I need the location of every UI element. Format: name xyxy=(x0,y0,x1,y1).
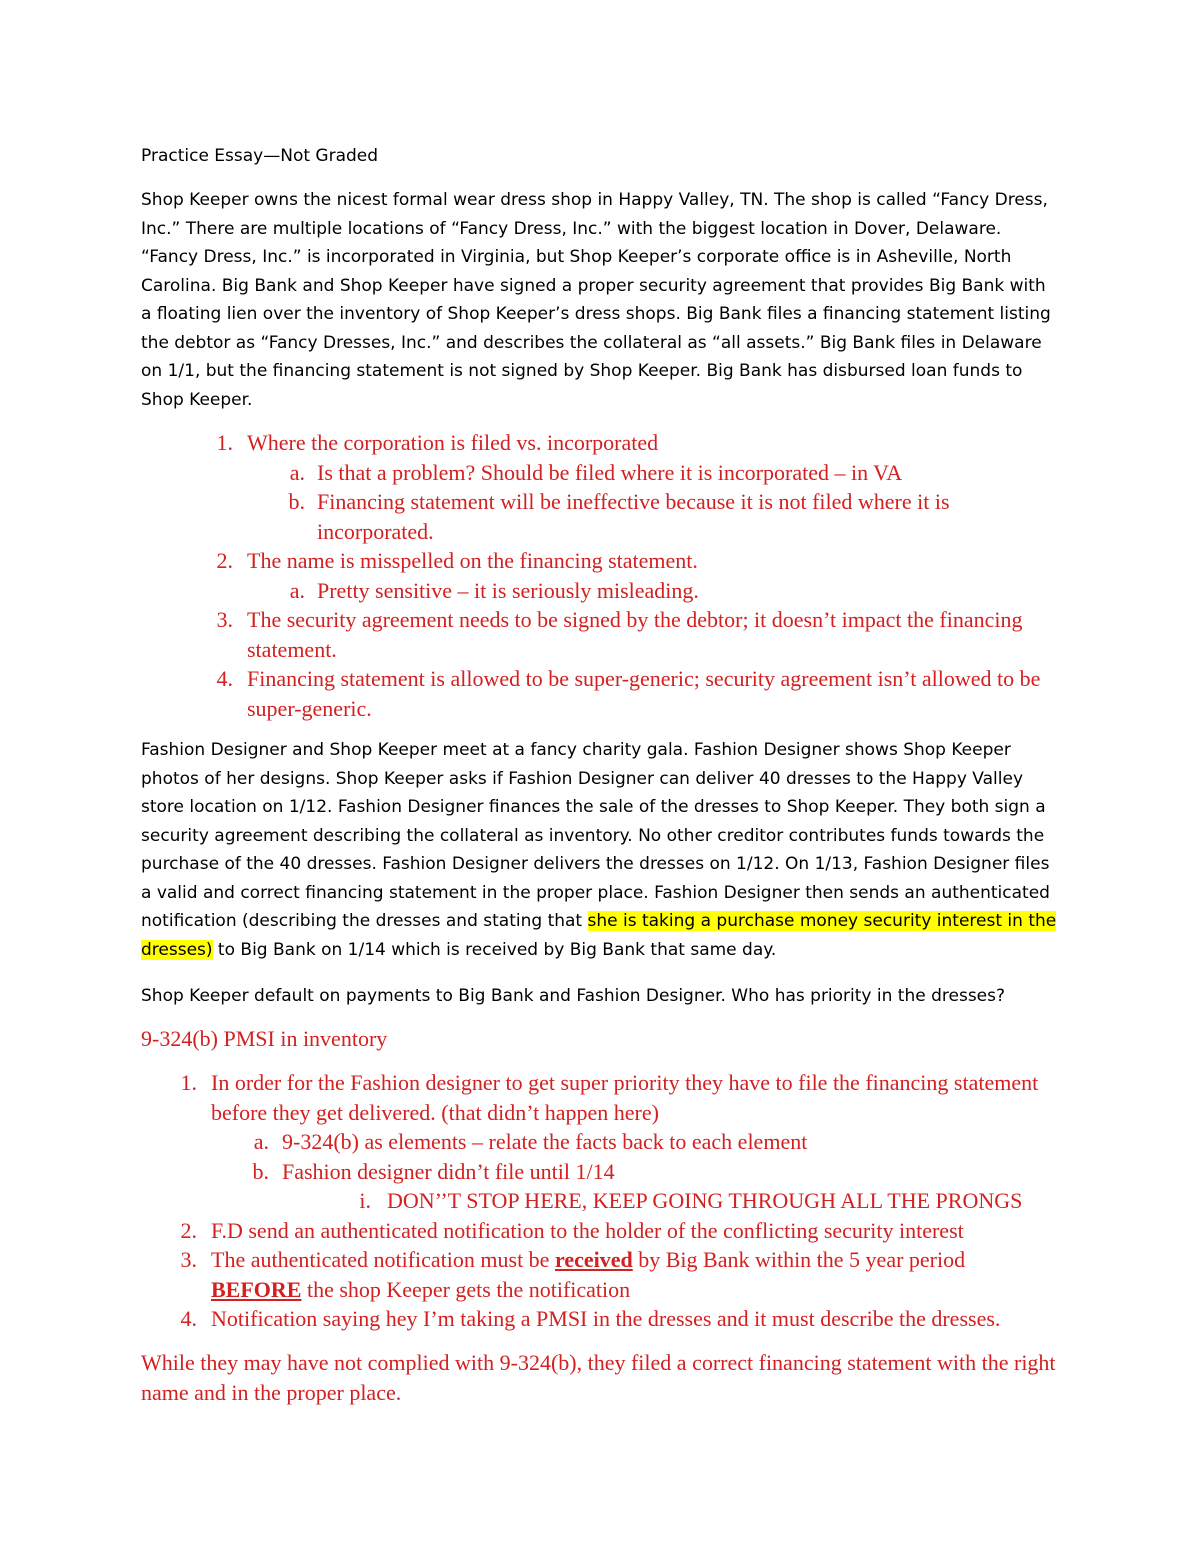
note-subitem xyxy=(141,1157,1061,1187)
note-text: DON’’T STOP HERE, KEEP GOING THROUGH ALL THE PRONGS xyxy=(387,1188,1023,1213)
highlighted-text: she is taking a purchase money security interest in the dresses) xyxy=(141,911,1057,960)
note-text: Where the corporation is filed vs. incorporated xyxy=(247,430,659,455)
notes-list-2 xyxy=(141,1068,1061,1334)
list-marker: a. xyxy=(289,459,305,485)
note-item-2 xyxy=(141,546,1061,576)
fact-paragraph-2 xyxy=(141,736,1061,964)
note-item-3 xyxy=(141,1245,1061,1304)
list-marker: 3. xyxy=(180,1247,197,1272)
list-marker: b. xyxy=(252,1158,269,1184)
note-text: The security agreement needs to be signed by the debtor; it doesn’t impact the financing statement. xyxy=(247,607,1023,662)
note-text: Fashion designer didn’t file until 1/14 xyxy=(282,1158,615,1184)
conclusion-text: While they may have not complied with 9-324(b), they filed a correct financing statement with the right name and in the proper place. xyxy=(141,1350,1056,1405)
note-text: In order for the Fashion designer to get super priority they have to file the financing statement before they get delivered. (that didn’t happen here) xyxy=(211,1070,1039,1125)
note-text: Financing statement will be ineffective because it is not filed where it is incorporated. xyxy=(317,489,950,544)
list-marker: 1. xyxy=(216,430,233,455)
note-item-3 xyxy=(141,605,1061,664)
note-text: by Big Bank within the 5 year period xyxy=(632,1247,966,1272)
note-text: Financing statement is allowed to be super-generic; security agreement isn’t allowed to be super-generic. xyxy=(247,666,1041,721)
question-text: Shop Keeper default on payments to Big Bank and Fashion Designer. Who has priority in the dresses? xyxy=(141,986,1006,1006)
list-marker: 2. xyxy=(216,548,233,573)
list-marker: a. xyxy=(289,577,305,603)
note-text: the shop Keeper gets the notification xyxy=(301,1276,631,1302)
paragraph-text: to Big Bank on 1/14 which is received by Big Bank that same day. xyxy=(212,939,777,960)
list-marker: b. xyxy=(288,489,305,514)
emphasis-before: BEFORE xyxy=(211,1276,302,1302)
list-marker: 2. xyxy=(180,1217,197,1243)
note-text: Notification saying hey I’m taking a PMSI in the dresses and it must describe the dresses. xyxy=(211,1306,1001,1331)
fact-paragraph-1: Shop Keeper owns the nicest formal wear dress shop in Happy Valley, TN. The shop is called “Fancy Dress, Inc.” There are multiple locations of “Fancy Dress, Inc.” with the biggest location in Dover, Delaware. “Fancy Dress, Inc.” is incorporated in Virginia, but Shop Keeper’s corporate office is in Asheville, North Carolina. Big Bank and Shop Keeper have signed a proper security agreement that provides Big Bank with a floating lien over the inventory of Shop Keeper’s dress shops. Big Bank files a financing statement listing the debtor as “Fancy Dresses, Inc.” and describes the collateral as “all assets.” Big Bank files in Delaware on 1/1, but the financing statement is not signed by Shop Keeper. Big Bank has disbursed loan funds to Shop Keeper. xyxy=(141,190,1051,410)
note-item-4 xyxy=(141,664,1061,723)
paragraph-text: Fashion Designer and Shop Keeper meet at a fancy charity gala. Fashion Designer shows Shop Keeper photos of her designs. Shop Keeper asks if Fashion Designer can deliver 40 dresses to the Happy Valley store location on 1/12. Fashion Designer finances the sale of the dresses to Shop Keeper. They both sign a security agreement describing the collateral as inventory. No other creditor contributes funds towards the purchase of the 40 dresses. Fashion Designer delivers the dresses on 1/12. On 1/13, Fashion Designer files a valid and correct financing statement in the proper place. Fashion Designer then sends an authenticated notification (describing the dresses and stating that xyxy=(141,740,1050,931)
note-subsubitem xyxy=(141,1186,1061,1216)
note-item-1 xyxy=(141,1068,1061,1127)
list-marker: 4. xyxy=(180,1306,197,1331)
list-marker: i. xyxy=(359,1188,371,1213)
note-item-4 xyxy=(141,1304,1061,1334)
note-text: The name is misspelled on the financing statement. xyxy=(247,548,698,573)
list-marker: a. xyxy=(253,1129,269,1154)
note-subitem xyxy=(141,576,1061,606)
essay-title: Practice Essay—Not Graded xyxy=(141,146,379,166)
note-text: 9-324(b) as elements – relate the facts back to each element xyxy=(282,1129,808,1154)
note-item-1 xyxy=(141,428,1061,458)
list-marker: 1. xyxy=(180,1070,197,1095)
section-heading: 9-324(b) PMSI in inventory xyxy=(141,1026,388,1051)
notes-list-1 xyxy=(141,428,1061,723)
note-text: F.D send an authenticated notification to the holder of the conflicting security interest xyxy=(211,1217,964,1243)
note-text: The authenticated notification must be xyxy=(211,1247,555,1272)
emphasis-received: received xyxy=(554,1247,633,1272)
note-subitem xyxy=(141,458,1061,488)
note-subitem xyxy=(141,487,1061,546)
note-text: Pretty sensitive – it is seriously misleading. xyxy=(317,577,699,603)
note-text: Is that a problem? Should be filed where it is incorporated – in VA xyxy=(317,459,903,485)
note-subitem xyxy=(141,1127,1061,1157)
list-marker: 4. xyxy=(216,666,233,691)
list-marker: 3. xyxy=(216,607,233,632)
note-item-2 xyxy=(141,1216,1061,1246)
